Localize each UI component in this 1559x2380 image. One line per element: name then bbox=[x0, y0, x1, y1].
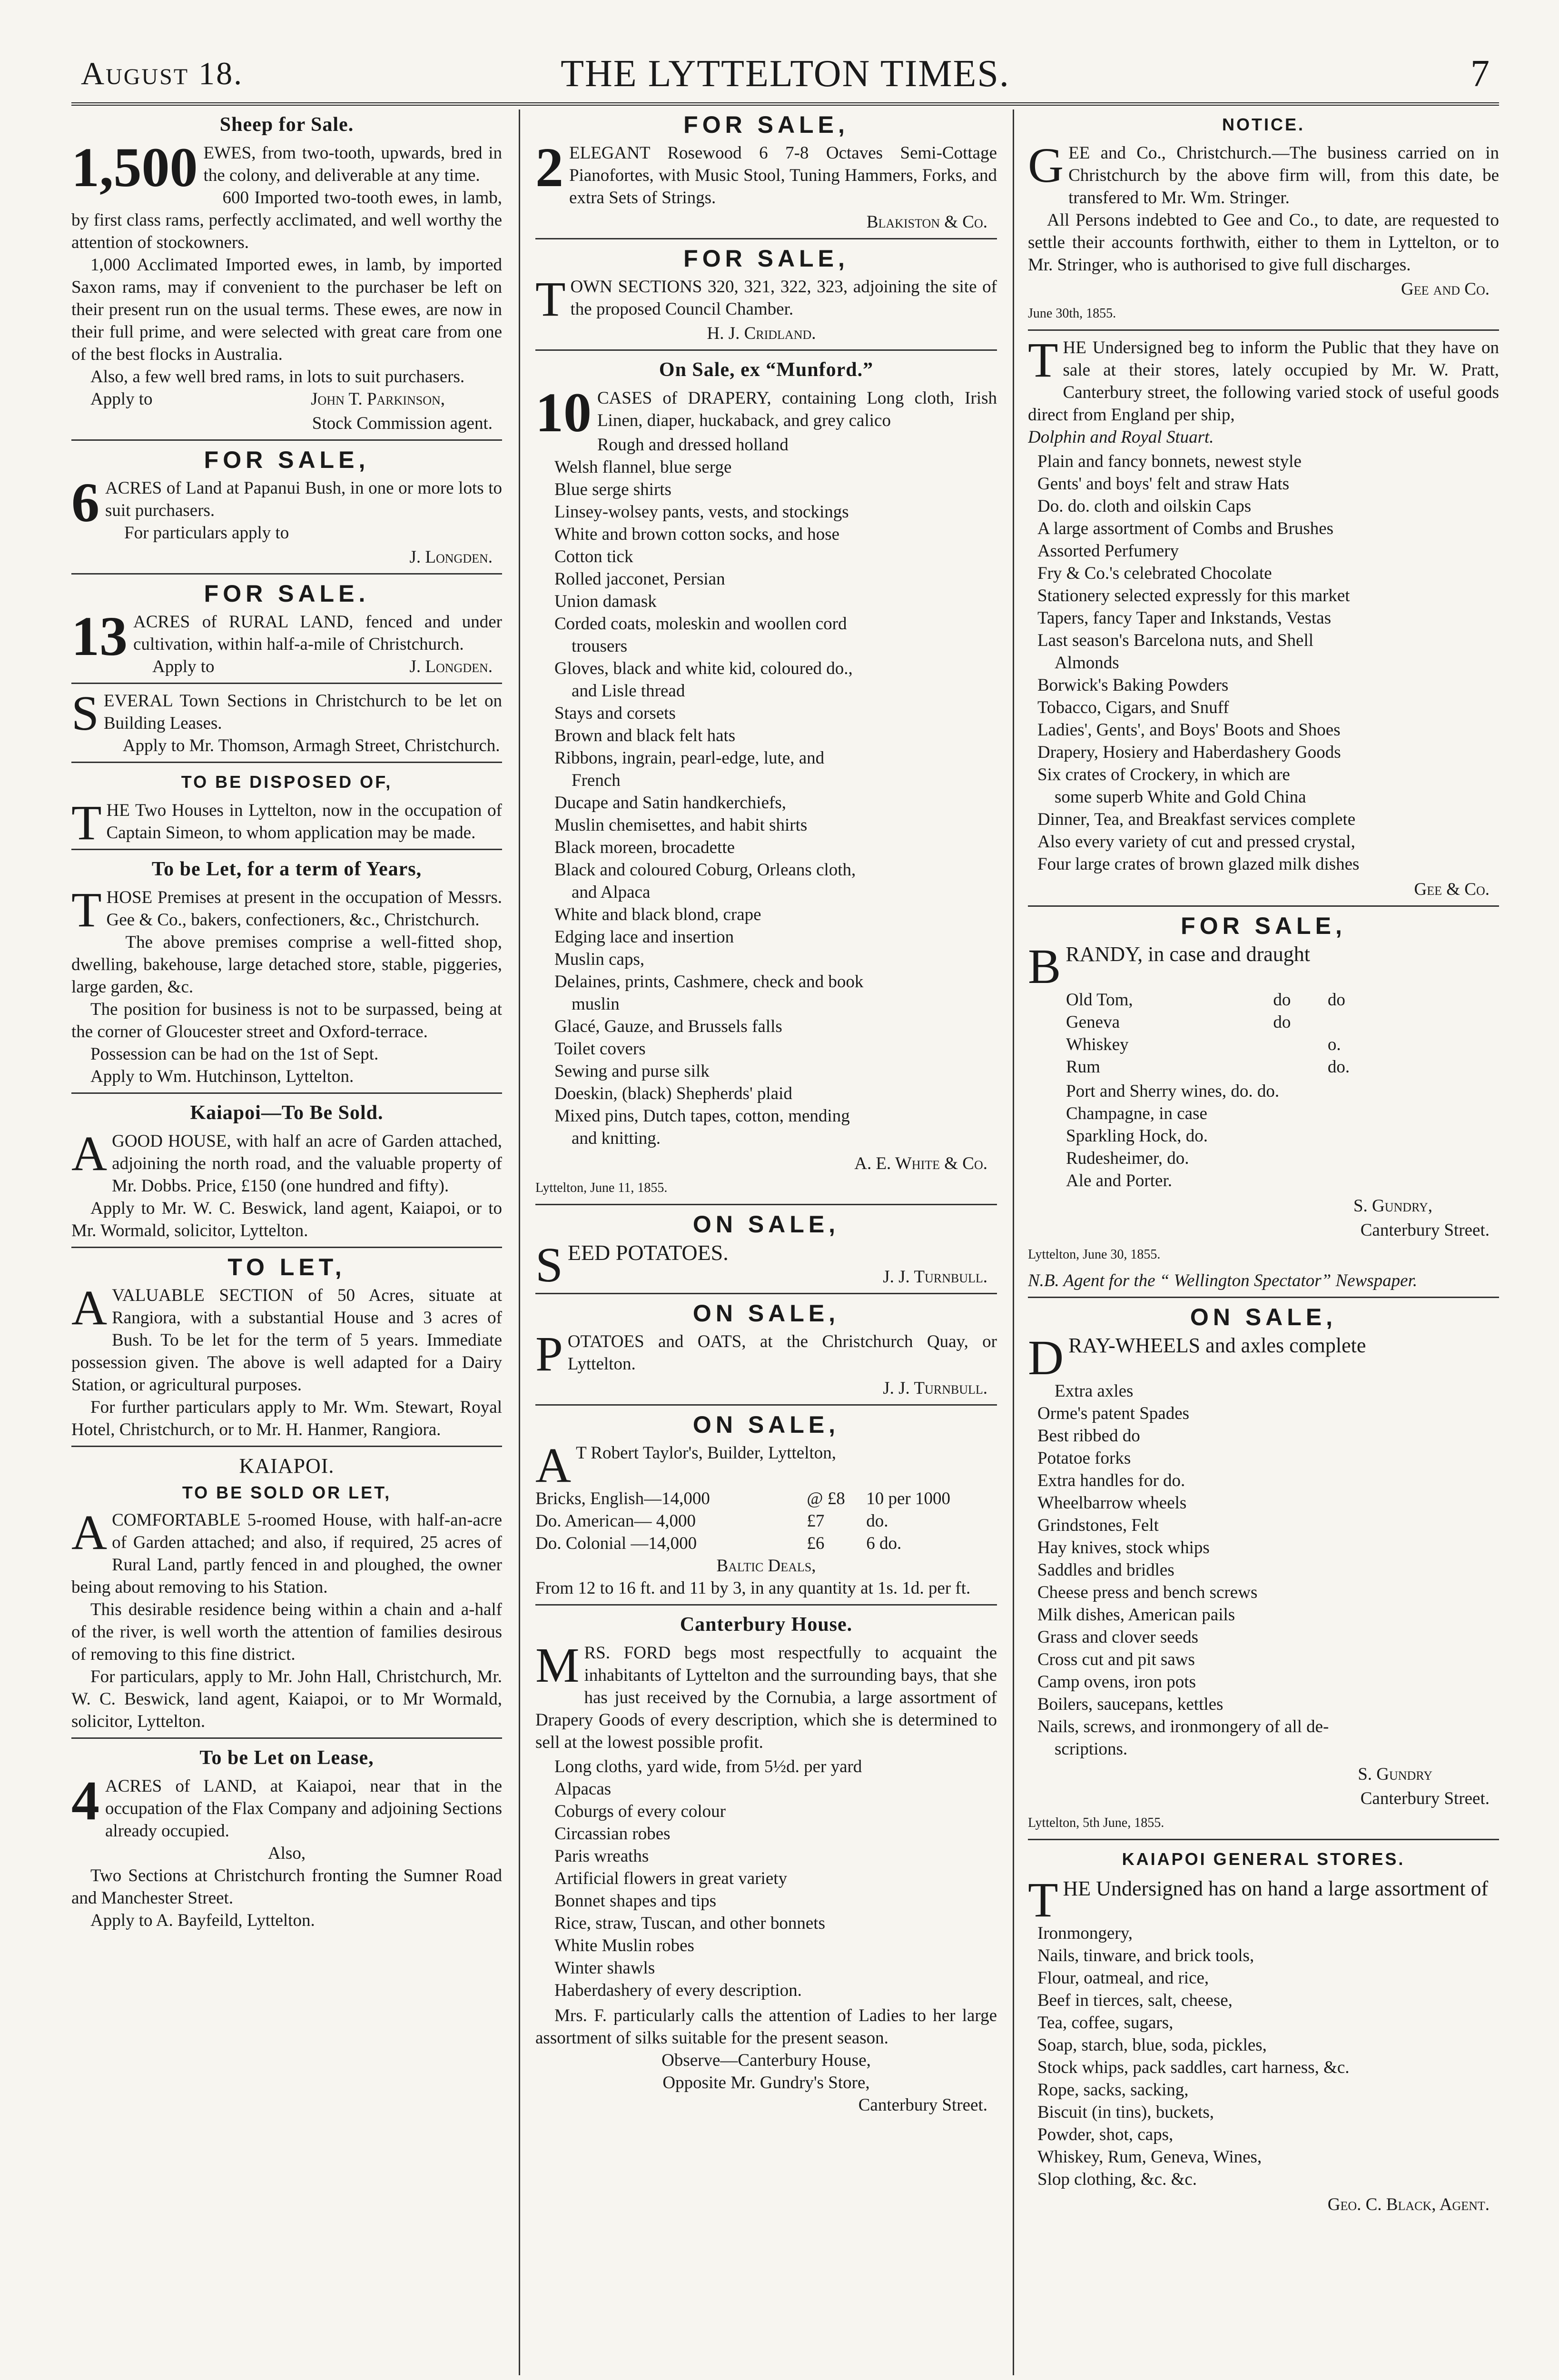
drop-cap: 1,500 bbox=[71, 136, 198, 198]
ad-divider bbox=[71, 762, 502, 763]
ad-seed-potatoes bbox=[535, 1211, 997, 1292]
advertiser-signature: Blakiston & Co. bbox=[866, 212, 987, 232]
advertiser-signature: Gee and Co. bbox=[1401, 279, 1490, 299]
ad-text: Two Sections at Christchurch fronting the Sumner Road and Manchester Street. bbox=[71, 1866, 502, 1908]
advertiser-signature: J. Longden. bbox=[409, 657, 493, 676]
ad-heading: NOTICE. bbox=[1222, 115, 1305, 134]
list-item: White and brown cotton socks, and hose bbox=[554, 525, 840, 544]
list-item: scriptions. bbox=[1055, 1739, 1128, 1759]
ad-text: Also, bbox=[267, 1844, 306, 1863]
ad-divider bbox=[71, 849, 502, 850]
list-item: Rope, sacks, sacking, bbox=[1037, 2080, 1189, 2100]
ad-pratt-stores bbox=[1028, 333, 1499, 901]
list-item: Port and Sherry wines, do. do. bbox=[1066, 1081, 1280, 1101]
list-item: Six crates of Crockery, in which are bbox=[1037, 765, 1290, 784]
agent-note: N.B. Agent for the “ Wellington Spectator” Newspaper. bbox=[1028, 1271, 1418, 1290]
drop-cap: A bbox=[71, 1126, 108, 1181]
ad-rural-land bbox=[71, 580, 502, 678]
ad-text: HE Undersigned has on hand a large assortment of bbox=[1063, 1877, 1489, 1900]
list-item: Beef in tierces, salt, cheese, bbox=[1037, 1991, 1233, 2010]
ad-subheading: Baltic Deals, bbox=[716, 1556, 816, 1576]
list-item: Long cloths, yard wide, from 5½d. per yard bbox=[554, 1757, 862, 1776]
ad-divider bbox=[1028, 905, 1499, 907]
ad-heading: TO BE DISPOSED OF, bbox=[181, 772, 393, 792]
ad-drapery-munford bbox=[535, 357, 997, 1199]
ad-heading: FOR SALE, bbox=[1181, 912, 1346, 939]
ad-kaiapoi-house-sale bbox=[71, 1100, 502, 1242]
table-cell: do bbox=[1273, 990, 1291, 1010]
list-item: Powder, shot, caps, bbox=[1037, 2125, 1174, 2144]
table-cell: £6 bbox=[807, 1534, 825, 1553]
ad-text: HE Two Houses in Lyttelton, now in the occupation of Captain Simeon, to whom application may be made. bbox=[106, 801, 502, 843]
list-item: Last season's Barcelona nuts, and Shell bbox=[1037, 631, 1314, 650]
ad-divider bbox=[71, 439, 502, 441]
goods-list bbox=[1066, 1080, 1499, 1192]
advertiser-signature: H. J. Cridland. bbox=[707, 324, 816, 343]
list-item: Nails, tinware, and brick tools, bbox=[1037, 1946, 1254, 1965]
ad-text: T Robert Taylor's, Builder, Lyttelton, bbox=[576, 1443, 837, 1463]
table-cell: do bbox=[1327, 990, 1345, 1010]
table-cell bbox=[1273, 1056, 1328, 1078]
list-item: Gloves, black and white kid, coloured do., bbox=[554, 659, 853, 678]
ad-divider bbox=[71, 1446, 502, 1447]
list-item: Wheelbarrow wheels bbox=[1037, 1493, 1187, 1513]
table-cell: £7 bbox=[807, 1511, 825, 1531]
page-number: 7 bbox=[1470, 53, 1490, 95]
table-cell: 10 per 1000 bbox=[866, 1489, 950, 1508]
ad-text: VALUABLE SECTION of 50 Acres, situate at Rangiora, with a substantial House and 3 acres of Bush. To be let for the term of 5 years. Immediate possession given. The above is well adapted for a Dairy Station, or agricultural purposes. bbox=[71, 1286, 502, 1395]
table-cell: do. bbox=[866, 1511, 888, 1531]
goods-list bbox=[1037, 450, 1499, 875]
list-item: Black moreen, brocadette bbox=[554, 838, 735, 857]
list-item: Rolled jacconet, Persian bbox=[554, 569, 725, 589]
ad-heading: On Sale, ex “Munford.” bbox=[659, 359, 874, 381]
list-item: Winter shawls bbox=[554, 1958, 655, 1978]
ad-divider bbox=[535, 238, 997, 239]
ad-text: For further particulars apply to Mr. Wm. Stewart, Royal Hotel, Christchurch, or to Mr. H. Hanmer, Rangiora. bbox=[71, 1398, 502, 1439]
header-rule bbox=[71, 102, 1499, 106]
ad-text: HE Undersigned beg to inform the Public that they have on sale at their stores, lately occupied by Mr. W. Pratt, Canterbury street, the following varied stock of useful goods direct from England per ship, bbox=[1028, 338, 1499, 425]
list-item: Muslin caps, bbox=[554, 950, 645, 969]
ad-text: For particulars, apply to Mr. John Hall, Christchurch, Mr. W. C. Beswick, land agent, Kaiapoi, or to Mr Wormald, solicitor, Lyttelton. bbox=[71, 1667, 502, 1731]
ad-heading: Kaiapoi—To Be Sold. bbox=[190, 1102, 384, 1124]
ad-heading: To be Let, for a term of Years, bbox=[151, 858, 422, 880]
list-item: Ale and Porter. bbox=[1066, 1171, 1172, 1190]
ad-text: RS. FORD begs most respectfully to acquaint the inhabitants of Lyttelton and the surrounding bays, that she has just received by the Cornubia, a large assortment of Drapery Goods of every description, which she is determined to sell at the lowest possible profit. bbox=[535, 1643, 997, 1752]
apply-label: Apply to bbox=[152, 657, 215, 676]
table-cell: do bbox=[1273, 1012, 1291, 1032]
list-item: Ribbons, ingrain, pearl-edge, lute, and bbox=[554, 748, 825, 768]
ad-notice-gee bbox=[1028, 111, 1499, 325]
table-cell: o. bbox=[1327, 1035, 1341, 1054]
ad-text: All Persons indebted to Gee and Co., to date, are requested to settle their accounts forthwith, either to them in Lyttelton, or to Mr. Stringer, who is authorised to give full discharges. bbox=[1028, 210, 1499, 275]
list-item: Best ribbed do bbox=[1037, 1426, 1140, 1446]
list-item: Cotton tick bbox=[554, 547, 633, 566]
drop-cap: T bbox=[71, 883, 102, 937]
list-item: Plain and fancy bonnets, newest style bbox=[1037, 452, 1302, 471]
ad-bricks bbox=[535, 1411, 997, 1599]
list-item: Do. do. cloth and oilskin Caps bbox=[1037, 496, 1252, 516]
list-item: Haberdashery of every description. bbox=[554, 1981, 802, 2000]
bricks-price-table bbox=[535, 1488, 997, 1555]
drop-cap: 4 bbox=[71, 1769, 99, 1832]
list-item: White Muslin robes bbox=[554, 1936, 694, 1955]
ad-text: ACRES of LAND, at Kaiapoi, near that in the occupation of the Flax Company and adjoining Sections already occupied. bbox=[105, 1776, 502, 1841]
list-item: Corded coats, moleskin and woollen cord bbox=[554, 614, 847, 634]
list-item: some superb White and Gold China bbox=[1055, 787, 1306, 807]
ad-text: Apply to A. Bayfeild, Lyttelton. bbox=[90, 1911, 315, 1930]
drop-cap: T bbox=[1028, 1873, 1058, 1927]
list-item: Boilers, saucepans, kettles bbox=[1037, 1695, 1224, 1714]
ad-text: The above premises comprise a well-fitted shop, dwelling, bakehouse, large detached store, stable, piggeries, large garden, &c. bbox=[71, 932, 502, 997]
list-item: Union damask bbox=[554, 592, 657, 611]
list-item: Alpacas bbox=[554, 1779, 612, 1799]
ad-divider bbox=[535, 1404, 997, 1406]
drop-cap: A bbox=[71, 1505, 108, 1560]
ad-town-sections bbox=[535, 245, 997, 345]
list-item: Drapery, Hosiery and Haberdashery Goods bbox=[1037, 743, 1341, 762]
goods-list bbox=[554, 434, 997, 1150]
ad-heading: KAIAPOI GENERAL STORES. bbox=[1122, 1849, 1405, 1869]
ad-text: Also, a few well bred rams, in lots to suit purchasers. bbox=[90, 367, 465, 387]
ad-divider bbox=[535, 1604, 997, 1606]
list-item: Sparkling Hock, do. bbox=[1066, 1126, 1208, 1146]
ad-dray-wheels bbox=[1028, 1304, 1499, 1834]
ad-text: HOSE Premises at present in the occupation of Messrs. Gee & Co., bakers, confectioners, &c., Christchurch. bbox=[106, 888, 502, 930]
ad-date: Lyttelton, June 30, 1855. bbox=[1028, 1247, 1161, 1262]
drop-cap: T bbox=[71, 795, 102, 850]
ad-text: 1,000 Acclimated Imported ewes, in lamb, by imported Saxon rams, may if convenient to the purchaser be left on their present run on the usual terms. These ewes, are now in their full prime, and were selected with great care from one of the best flocks in Australia. bbox=[71, 255, 502, 364]
ad-town-sections-lease bbox=[71, 686, 502, 757]
ad-text: EVERAL Town Sections in Christchurch to be let on Building Leases. bbox=[103, 691, 502, 733]
list-item: Welsh flannel, blue serge bbox=[554, 457, 732, 477]
ad-text: EED POTATOES. bbox=[567, 1240, 729, 1265]
drop-cap: T bbox=[1028, 333, 1058, 387]
list-item: Cheese press and bench screws bbox=[1037, 1583, 1258, 1602]
ad-text: ACRES of Land at Papanui Bush, in one or more lots to suit purchasers. bbox=[105, 478, 502, 520]
list-item: Toilet covers bbox=[554, 1039, 646, 1059]
goods-list bbox=[1037, 1380, 1499, 1760]
table-cell: Do. Colonial —14,000 bbox=[535, 1534, 697, 1553]
ad-kaiapoi-general-stores bbox=[1028, 1846, 1499, 2216]
ad-text: EWES, from two-tooth, upwards, bred in the colony, and deliverable at any time. bbox=[203, 143, 502, 185]
ad-text: 600 Imported two-tooth ewes, in lamb, by first class rams, perfectly acclimated, and well worthy the attention of stockowners. bbox=[71, 188, 502, 252]
advertiser-address: Canterbury Street. bbox=[1360, 1220, 1490, 1240]
list-item: Fry & Co.'s celebrated Chocolate bbox=[1037, 564, 1272, 583]
list-item: Whiskey, Rum, Geneva, Wines, bbox=[1037, 2147, 1262, 2167]
list-item: A large assortment of Combs and Brushes bbox=[1037, 519, 1334, 538]
drop-cap: 13 bbox=[71, 605, 128, 667]
newspaper-title: THE LYTTELTON TIMES. bbox=[561, 53, 1010, 95]
drop-cap: A bbox=[71, 1280, 108, 1335]
advertiser-signature: S. Gundry bbox=[1358, 1765, 1432, 1784]
list-item: Orme's patent Spades bbox=[1037, 1404, 1190, 1423]
list-item: Cross cut and pit saws bbox=[1037, 1650, 1195, 1669]
ad-heading: Canterbury House. bbox=[680, 1614, 853, 1636]
goods-list bbox=[1037, 1922, 1499, 2191]
list-item: Bonnet shapes and tips bbox=[554, 1891, 717, 1911]
list-item: Extra axles bbox=[1055, 1381, 1134, 1401]
list-item: Biscuit (in tins), buckets, bbox=[1037, 2102, 1214, 2122]
ad-divider bbox=[71, 573, 502, 575]
ship-names: Dolphin and Royal Stuart. bbox=[1028, 427, 1214, 447]
ad-heading: FOR SALE. bbox=[204, 580, 370, 607]
list-item: White and black blond, crape bbox=[554, 905, 761, 924]
table-cell: do. bbox=[1327, 1057, 1350, 1077]
advertiser-title: Stock Commission agent. bbox=[312, 414, 493, 433]
advertiser-address: Canterbury Street. bbox=[1360, 1789, 1490, 1808]
list-item: Mixed pins, Dutch tapes, cotton, mending bbox=[554, 1106, 850, 1126]
list-item: Soap, starch, blue, soda, pickles, bbox=[1037, 2035, 1267, 2055]
drop-cap: T bbox=[535, 272, 566, 327]
table-row bbox=[1066, 1056, 1396, 1078]
list-item: Doeskin, (black) Shepherds' plaid bbox=[554, 1084, 792, 1103]
column-1 bbox=[71, 109, 502, 2380]
ad-text: GOOD HOUSE, with half an acre of Garden attached, adjoining the north road, and the valuable property of Mr. Dobbs. Price, £150 (one hundred and fifty). bbox=[112, 1131, 502, 1196]
list-item: Slop clothing, &c. &c. bbox=[1037, 2170, 1197, 2189]
ad-divider bbox=[71, 1247, 502, 1248]
ad-divider bbox=[71, 1737, 502, 1739]
goods-list bbox=[554, 1755, 997, 2002]
ad-heading: ON SALE, bbox=[692, 1411, 840, 1438]
list-item: Black and coloured Coburg, Orleans cloth, bbox=[554, 860, 856, 880]
table-row bbox=[535, 1510, 997, 1532]
list-item: Flour, oatmeal, and rice, bbox=[1037, 1968, 1209, 1988]
list-item: Linsey-wolsey pants, vests, and stockings bbox=[554, 502, 849, 522]
ad-sheep-for-sale bbox=[71, 111, 502, 435]
ad-heading: ON SALE, bbox=[692, 1300, 840, 1327]
list-item: Four large crates of brown glazed milk dishes bbox=[1037, 854, 1360, 874]
list-item: Borwick's Baking Powders bbox=[1037, 675, 1229, 695]
ad-heading: ON SALE, bbox=[692, 1211, 840, 1238]
list-item: Hay knives, stock whips bbox=[1037, 1538, 1210, 1557]
column-2 bbox=[535, 109, 997, 2380]
ad-text: From 12 to 16 ft. and 11 by 3, in any quantity at 1s. 1d. per ft. bbox=[535, 1578, 971, 1598]
ad-divider bbox=[71, 683, 502, 684]
list-item: Stock whips, pack saddles, cart harness, &c. bbox=[1037, 2058, 1350, 2077]
ad-text: ELEGANT Rosewood 6 7-8 Octaves Semi-Cottage Pianofortes, with Music Stool, Tuning Hammers, Forks, and extra Sets of Strings. bbox=[569, 143, 997, 208]
ad-divider bbox=[1028, 329, 1499, 331]
list-item: Saddles and bridles bbox=[1037, 1560, 1174, 1580]
list-item: Tea, coffee, sugars, bbox=[1037, 2013, 1174, 2033]
list-item: Dinner, Tea, and Breakfast services complete bbox=[1037, 810, 1356, 829]
ad-text: EE and Co., Christchurch.—The business carried on in Christchurch by the above firm will, from this date, be transfered to Mr. Wm. Stringer. bbox=[1068, 143, 1499, 208]
drop-cap: P bbox=[535, 1327, 563, 1381]
table-cell: Rum bbox=[1066, 1057, 1100, 1077]
list-item: Tapers, fancy Taper and Inkstands, Vestas bbox=[1037, 608, 1332, 628]
table-row bbox=[1066, 989, 1396, 1011]
table-cell: Bricks, English—14,000 bbox=[535, 1489, 710, 1508]
ad-brandy bbox=[1028, 912, 1499, 1292]
advertiser-signature: Gee & Co. bbox=[1414, 880, 1490, 899]
list-item: and knitting. bbox=[572, 1129, 661, 1148]
ad-text: Opposite Mr. Gundry's Store, bbox=[662, 2073, 870, 2092]
list-item: Blue serge shirts bbox=[554, 480, 671, 499]
ad-heading: Sheep for Sale. bbox=[219, 114, 354, 136]
table-row bbox=[535, 1488, 997, 1510]
table-cell bbox=[1328, 1011, 1396, 1033]
ad-text: Observe—Canterbury House, bbox=[661, 2051, 871, 2070]
list-item: French bbox=[572, 771, 621, 790]
ad-text: RANDY, in case and draught bbox=[1066, 942, 1311, 966]
page-header bbox=[71, 50, 1499, 102]
ad-land-papanui bbox=[71, 446, 502, 568]
ad-text: ACRES of RURAL LAND, fenced and under cultivation, within half-a-mile of Christchurch. bbox=[133, 612, 502, 654]
ad-heading: FOR SALE, bbox=[204, 446, 370, 473]
ad-text: Canterbury Street. bbox=[858, 2095, 987, 2115]
table-cell: @ £8 bbox=[807, 1489, 845, 1508]
ad-pianofortes bbox=[535, 111, 997, 233]
ad-houses-disposed bbox=[71, 769, 502, 850]
table-cell: Whiskey bbox=[1066, 1035, 1129, 1054]
drop-cap: B bbox=[1028, 939, 1061, 994]
advertiser-signature: J. Longden. bbox=[409, 547, 493, 567]
ad-divider bbox=[71, 1092, 502, 1094]
ad-text: For particulars apply to bbox=[124, 523, 289, 543]
list-item: Circassian robes bbox=[554, 1824, 671, 1844]
table-cell: Do. American— 4,000 bbox=[535, 1511, 696, 1531]
list-item: trousers bbox=[572, 636, 628, 656]
list-item: Nails, screws, and ironmongery of all de- bbox=[1037, 1717, 1329, 1736]
ad-divider bbox=[535, 1293, 997, 1294]
column-rule-2 bbox=[1013, 109, 1014, 2375]
list-item: and Alpaca bbox=[572, 883, 651, 902]
ad-heading: To be Let on Lease, bbox=[199, 1747, 374, 1769]
ad-premises-let bbox=[71, 856, 502, 1088]
ad-heading: ON SALE, bbox=[1190, 1304, 1337, 1330]
list-item: Milk dishes, American pails bbox=[1037, 1605, 1235, 1625]
list-item: Potatoe forks bbox=[1037, 1448, 1131, 1468]
list-item: Coburgs of every colour bbox=[554, 1802, 726, 1821]
list-item: Gents' and boys' felt and straw Hats bbox=[1037, 474, 1290, 494]
list-item: Rice, straw, Tuscan, and other bonnets bbox=[554, 1914, 825, 1933]
drop-cap: S bbox=[71, 686, 99, 741]
column-3 bbox=[1028, 109, 1499, 2380]
table-cell bbox=[1273, 1033, 1328, 1056]
list-item: Almonds bbox=[1055, 653, 1119, 673]
drop-cap: 2 bbox=[535, 136, 563, 198]
list-item: Ducape and Satin handkerchiefs, bbox=[554, 793, 786, 813]
drop-cap: G bbox=[1028, 138, 1064, 193]
advertiser-signature: J. J. Turnbull. bbox=[883, 1378, 987, 1398]
advertiser-name: John T. Parkinson, bbox=[311, 389, 445, 409]
list-item: Artificial flowers in great variety bbox=[554, 1869, 788, 1888]
ad-text: Apply to Wm. Hutchinson, Lyttelton. bbox=[90, 1067, 354, 1086]
ad-kaiapoi-cottage bbox=[71, 1453, 502, 1733]
ad-date: Lyttelton, 5th June, 1855. bbox=[1028, 1815, 1164, 1830]
ad-land-lease bbox=[71, 1745, 502, 1932]
ad-heading: FOR SALE, bbox=[683, 245, 849, 272]
advertiser-signature: A. E. White & Co. bbox=[854, 1154, 987, 1173]
list-item: Stays and corsets bbox=[554, 704, 676, 723]
ad-text: COMFORTABLE 5-roomed House, with half-an-acre of Garden attached; and also, if required, 25 acres of Rural Land, partly fenced in and ploughed, the owner being about removing to his Station. bbox=[71, 1510, 502, 1597]
drop-cap: D bbox=[1028, 1330, 1064, 1385]
list-item: Brown and black felt hats bbox=[554, 726, 736, 745]
list-item: Muslin chemisettes, and habit shirts bbox=[554, 815, 808, 835]
list-item: Camp ovens, iron pots bbox=[1037, 1672, 1196, 1692]
table-cell: 6 do. bbox=[866, 1534, 902, 1553]
apply-label: Apply to bbox=[90, 389, 153, 409]
table-row bbox=[1066, 1033, 1396, 1056]
ad-divider bbox=[1028, 1297, 1499, 1298]
table-row bbox=[535, 1532, 997, 1555]
list-item: Sewing and purse silk bbox=[554, 1061, 710, 1081]
drop-cap: 10 bbox=[535, 381, 592, 444]
ad-text: OWN SECTIONS 320, 321, 322, 323, adjoining the site of the proposed Council Chamber. bbox=[570, 277, 997, 319]
ad-text: The position for business is not to be surpassed, being at the corner of Gloucester street and Oxford-terrace. bbox=[71, 1000, 502, 1041]
ad-subheading: TO BE SOLD OR LET, bbox=[182, 1483, 392, 1502]
list-item: Rough and dressed holland bbox=[597, 435, 789, 455]
column-rule-1 bbox=[519, 109, 520, 2375]
spirits-table bbox=[1066, 989, 1396, 1078]
list-item: Tobacco, Cigars, and Snuff bbox=[1037, 698, 1229, 717]
list-item: Ladies', Gents', and Boys' Boots and Shoes bbox=[1037, 720, 1341, 740]
ad-date: Lyttelton, June 11, 1855. bbox=[535, 1180, 668, 1195]
ad-rangiora-section bbox=[71, 1254, 502, 1441]
ad-divider bbox=[1028, 1839, 1499, 1840]
ad-text: Possession can be had on the 1st of Sept. bbox=[90, 1044, 379, 1064]
table-cell: Old Tom, bbox=[1066, 990, 1133, 1010]
list-item: Delaines, prints, Cashmere, check and book bbox=[554, 972, 864, 992]
ad-text: Apply to Mr. Thomson, Armagh Street, Christchurch. bbox=[122, 736, 500, 755]
ad-canterbury-house bbox=[535, 1611, 997, 2116]
list-item: Grindstones, Felt bbox=[1037, 1516, 1159, 1535]
ad-heading: KAIAPOI. bbox=[239, 1454, 335, 1478]
list-item: Glacé, Gauze, and Brussels falls bbox=[554, 1017, 782, 1036]
list-item: Edging lace and insertion bbox=[554, 927, 734, 947]
list-item: muslin bbox=[572, 994, 620, 1014]
drop-cap: A bbox=[535, 1438, 572, 1493]
list-item: Grass and clover seeds bbox=[1037, 1627, 1199, 1647]
list-item: Also every variety of cut and pressed crystal, bbox=[1037, 832, 1355, 852]
ad-text: CASES of DRAPERY, containing Long cloth, Irish Linen, diaper, huckaback, and grey calico bbox=[597, 388, 997, 430]
list-item: Stationery selected expressly for this market bbox=[1037, 586, 1350, 605]
ad-divider bbox=[535, 1204, 997, 1205]
ad-text: Mrs. F. particularly calls the attention of Ladies to her large assortment of silks suitable for the present season. bbox=[535, 2006, 997, 2048]
ad-text: Apply to Mr. W. C. Beswick, land agent, Kaiapoi, or to Mr. Wormald, solicitor, Lyttelton. bbox=[71, 1199, 502, 1240]
advertiser-signature: J. J. Turnbull. bbox=[883, 1267, 987, 1287]
list-item: Assorted Perfumery bbox=[1037, 541, 1179, 561]
ad-heading: FOR SALE, bbox=[683, 111, 849, 138]
list-item: and Lisle thread bbox=[572, 681, 685, 701]
ad-text: RAY-WHEELS and axles complete bbox=[1068, 1334, 1366, 1357]
table-cell: Geneva bbox=[1066, 1012, 1120, 1032]
list-item: Paris wreaths bbox=[554, 1846, 649, 1866]
advertiser-signature: Geo. C. Black, Agent. bbox=[1327, 2195, 1490, 2214]
table-row bbox=[1066, 1011, 1396, 1033]
ad-text: OTATOES and OATS, at the Christchurch Quay, or Lyttelton. bbox=[567, 1332, 997, 1374]
drop-cap: 6 bbox=[71, 471, 99, 534]
list-item: Champagne, in case bbox=[1066, 1104, 1207, 1123]
list-item: Extra handles for do. bbox=[1037, 1471, 1185, 1490]
header-date: August 18. bbox=[81, 55, 244, 91]
ad-divider bbox=[535, 349, 997, 351]
list-item: Ironmongery, bbox=[1037, 1924, 1133, 1943]
ad-text: This desirable residence being within a chain and a-half of the river, is well worth the attention of families desirous of removing to this fine district. bbox=[71, 1600, 502, 1664]
drop-cap: M bbox=[535, 1638, 580, 1693]
advertiser-signature: S. Gundry, bbox=[1353, 1196, 1432, 1216]
ad-heading: TO LET, bbox=[227, 1254, 346, 1280]
list-item: Rudesheimer, do. bbox=[1066, 1149, 1189, 1168]
ad-date: June 30th, 1855. bbox=[1028, 306, 1116, 321]
ad-potatoes-oats bbox=[535, 1300, 997, 1399]
drop-cap: S bbox=[535, 1238, 563, 1292]
